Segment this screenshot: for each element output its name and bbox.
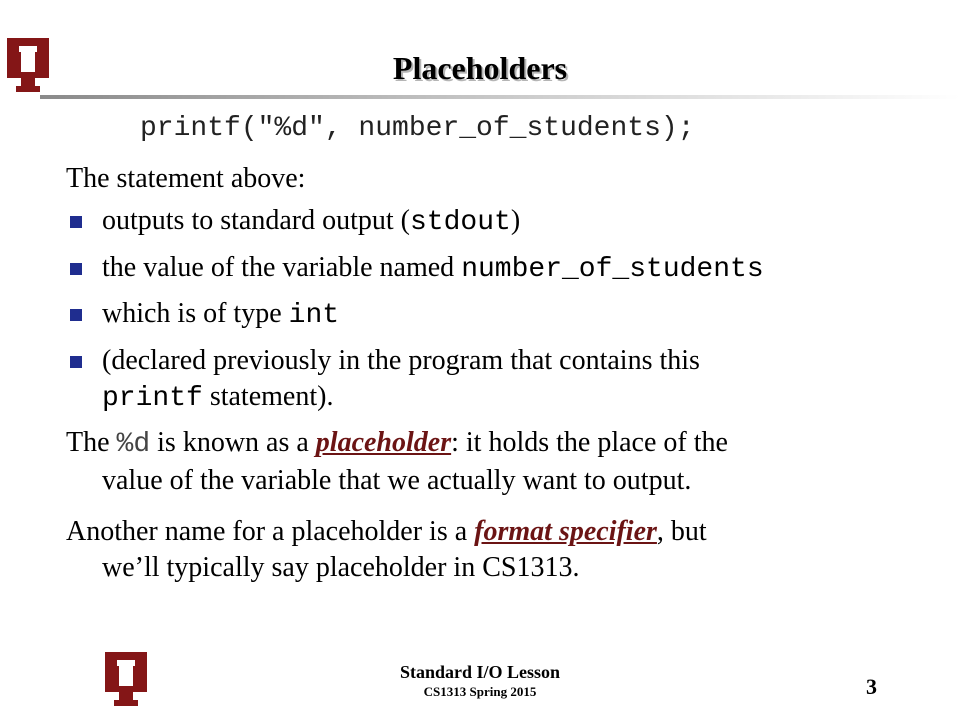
code-example: printf("%d", number_of_students); xyxy=(140,113,695,144)
inline-code: stdout xyxy=(409,207,511,238)
paragraph-text: The xyxy=(66,427,117,458)
footer-course-info: CS1313 Spring 2015 xyxy=(423,684,537,699)
footer-lesson-title: Standard I/O Lesson xyxy=(399,662,561,682)
square-bullet-icon xyxy=(70,216,82,228)
square-bullet-icon xyxy=(70,309,82,321)
slide-footer xyxy=(0,661,960,701)
bullet-text: the value of the variable named xyxy=(102,252,462,283)
placeholder-paragraph xyxy=(66,425,926,499)
intro-text: The statement above: xyxy=(66,163,306,194)
term-format-specifier: format specifier xyxy=(474,516,657,547)
square-bullet-icon xyxy=(70,356,82,368)
paragraph-text: is known as a xyxy=(150,427,316,458)
bullet-text: ) xyxy=(510,205,521,236)
paragraph-text: value of the variable that we actually want to output. xyxy=(102,465,692,496)
inline-code: printf xyxy=(102,383,203,414)
inline-code: %d xyxy=(116,429,151,460)
bullet-item xyxy=(68,296,928,334)
bullet-text: outputs to standard output ( xyxy=(102,205,410,236)
bullet-item xyxy=(68,250,928,288)
bullet-text: statement). xyxy=(202,381,334,412)
bullet-item xyxy=(68,203,928,241)
slide-title: Placeholders xyxy=(392,50,568,86)
page-number: 3 xyxy=(866,674,877,699)
paragraph-text: , but xyxy=(656,516,707,547)
title-divider xyxy=(40,95,960,99)
paragraph-text: : it holds the place of the xyxy=(451,427,728,458)
format-specifier-paragraph xyxy=(66,514,926,586)
inline-code: int xyxy=(288,300,340,331)
bullet-text: (declared previously in the program that contains this xyxy=(102,345,700,376)
bullet-item xyxy=(68,343,928,417)
inline-code: number_of_students xyxy=(461,254,764,285)
bullet-text: which is of type xyxy=(102,298,289,329)
term-placeholder: placeholder xyxy=(315,427,452,458)
square-bullet-icon xyxy=(70,263,82,275)
paragraph-text: we’ll typically say placeholder in CS1313. xyxy=(102,552,580,583)
paragraph-text: Another name for a placeholder is a xyxy=(66,516,475,547)
